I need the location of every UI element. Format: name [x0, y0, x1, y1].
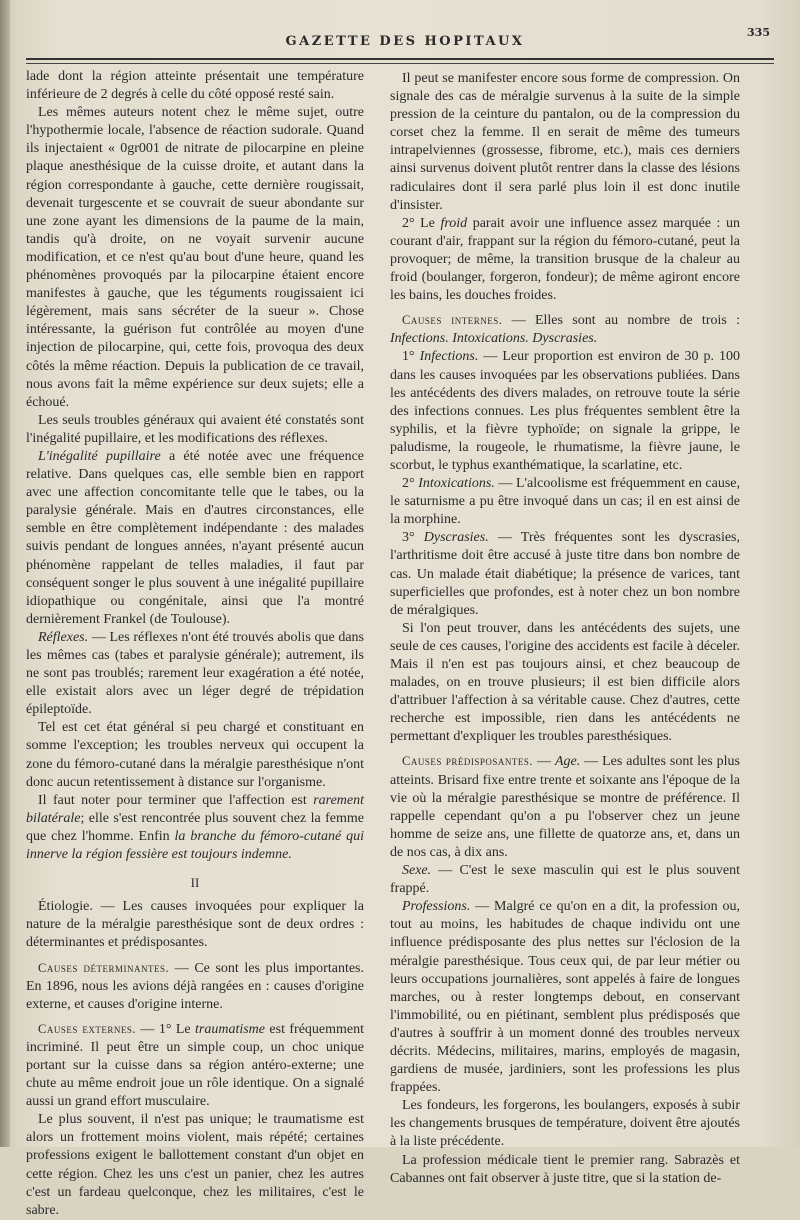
text-run: Le plus souvent, il n'est pas unique; le traumatisme est alors un frottement moins violent, mais répété; certaines professions exigent le ballottement constant d'un objet en cette région. Chez les uns c'est un panier, chez les autres c'est un fardeau quelconque, chez les militaires, c'est le sabre.	[26, 1112, 364, 1218]
paragraph	[26, 898, 364, 952]
text-run: — Très fréquentes sont les dyscrasies, l'arthritisme doit être accusé à juste titre dans bon nombre de cas. Un malade était diabétique; la présence de varices, tant superficielles que profondes, est à noter chez un bon nombre de méralgiques.	[390, 530, 740, 618]
paragraph	[26, 68, 364, 104]
text-run: Il faut noter pour terminer que l'affection est	[38, 792, 314, 808]
text-run: La profession médicale tient le premier rang. Sabrazès et Cabannes ont fait observer à juste titre, que si la station de-	[390, 1152, 740, 1186]
paragraph-heading: Causes prédisposantes.	[402, 754, 534, 769]
text-run: — Malgré ce qu'on en a dit, la profession ou, tout au moins, les habitudes de chaque individu ont une influence prédisposante des plus nettes sur l'éclosion de la méralgie paresthésique. Tous ceux qui, de par leur métier ou leurs occupations journalières, sont appelés à faire de longues marches, ou à rester longtemps debout, en conservant l'immobilité, ou en piétinant, semblent plus prédisposés que d'autres à souffrir à un moment donné des troubles nerveux décrits. Médecins, militaires, marins, employés de magasin, gardiens de musée, jardiniers, sont les professions les plus frappées.	[390, 899, 740, 1096]
journal-title: GAZETTE DES HOPITAUX	[285, 34, 525, 49]
italic-run: Age.	[554, 754, 581, 770]
paragraph	[26, 1020, 364, 1111]
paragraph	[26, 1111, 364, 1220]
text-run: — L'alcoolisme est fréquemment en cause, le saturnisme a pu être invoqué dans un cas; il en est ainsi de la morphine.	[390, 476, 740, 528]
text-run: Tel est cet état général si peu chargé et constituant en somme l'exception; les troubles nerveux qui occupent la zone du fémoro-cutané dans la méralgie paresthésique n'ont donc aucun retentissement à distance sur l'organisme.	[26, 720, 364, 790]
text-run: — Les adultes sont les plus atteints. Brisard fixe entre trente et soixante ans l'époque de la vie où la méralgie paresthésique se montre de préférence. Il rappelle cependant qu'on a pu l'observer chez un jeune homme de seize ans, une fillette de quatorze ans, et, dans un de nos cas, à dix ans.	[390, 754, 740, 860]
paragraph	[390, 752, 740, 862]
text-run: Les fondeurs, les forgerons, les boulangers, exposés à subir les changements brusques de température, doivent être ajoutés à la liste précédente.	[390, 1098, 740, 1150]
italic-run: Dyscrasies.	[423, 530, 489, 546]
text-run: ; elle s'est rencontrée plus souvent chez la femme que chez l'homme. Enfin	[26, 810, 364, 844]
right-column	[390, 70, 741, 1186]
paragraph	[390, 475, 740, 529]
section-heading: II	[190, 875, 200, 891]
text-run: Si l'on peut trouver, dans les antécédents des sujets, une seule de ces causes, l'origine des accidents est facile à déceler. Mais il n'en est pas toujours ainsi, et chez beaucoup de malades, on en trouve plusieurs; il est bien difficile alors d'attribuer l'affection à sa véritable cause. Chez d'autres, cette recherche est impossible, rien dans les antécédents ne permettant d'expliquer les troubles paresthésiques.	[390, 620, 740, 745]
paragraph	[26, 629, 364, 719]
text-run: —	[533, 754, 555, 770]
paragraph-heading: L'inégalité pupillaire	[38, 448, 161, 464]
paragraph	[390, 862, 740, 898]
text-run: Étiologie. — Les causes invoquées pour expliquer la nature de la méralgie paresthésique sont de deux ordres : déterminantes et prédisposantes.	[26, 899, 364, 951]
paragraph-heading: Réflexes.	[38, 629, 89, 645]
text-run: Il peut se manifester encore sous forme de compression. On signale des cas de méralgie survenus à la suite de la simple pression de la ceinture du pantalon, ou de la compression du corset chez la femme. Il en serait de même des tumeurs intrapelviennes (grossesse, fibrome, etc.), mais ces derniers ainsi survenus doivent plutôt rentrer dans la classe des lésions radiculaires dont il sera parlé plus loin il est donc inutile d'insister.	[390, 71, 740, 213]
paragraph	[390, 1152, 740, 1188]
paragraph	[390, 215, 740, 305]
text-run: Les seuls troubles généraux qui avaient été constatés sont l'inégalité pupillaire, et les modifications des réflexes.	[26, 412, 364, 446]
paragraph	[26, 792, 364, 864]
paragraph-heading: Professions.	[402, 899, 471, 915]
text-run: — Elles sont au nombre de trois :	[502, 313, 740, 329]
binding-gutter	[0, 0, 10, 1147]
paragraph	[26, 104, 364, 412]
paragraph-heading: Causes déterminantes.	[38, 960, 170, 975]
italic-run: Infections.	[419, 349, 479, 365]
text-run: — Ce sont les plus importantes. En 1896, nous les avions déjà rangées en : causes d'origine externe, et causes d'origine interne.	[26, 960, 364, 1012]
text-run: — 1° Le	[136, 1021, 195, 1037]
text-run: 2° Le	[402, 215, 441, 231]
paragraph	[390, 620, 740, 747]
paragraph	[390, 529, 740, 619]
header-rule-thick	[26, 58, 774, 60]
paragraph-heading: Causes internes.	[402, 313, 503, 328]
page-header	[30, 26, 780, 56]
text-run: a été notée avec une fréquence relative. Dans quelques cas, elle semble bien en rapport avec une affection concomitante telle que le tabes, ou la paralysie générale. Mais en d'autres circonstances, elle semble en être complètement indépendante : des malades suivis pendant de longues années, n'ayant présenté aucun phénomène rappelant de telles maladies, il faut par conséquent songer le plus souvent à une inégalité pupillaire idiopathique ou congénitale, ainsi que l'a montré dernièrement Frankel (de Toulouse).	[26, 448, 364, 627]
paragraph	[390, 311, 740, 348]
text-run: — C'est le sexe masculin qui est le plus souvent frappé.	[390, 863, 740, 897]
paragraph-heading: Sexe.	[402, 863, 432, 879]
left-column	[26, 68, 364, 1218]
paragraph	[26, 719, 364, 791]
italic-run: traumatisme	[195, 1021, 265, 1037]
text-run: — Leur proportion est environ de 30 p. 100 dans les causes invoquées par les observations publiées. Dans les antécédents des divers malades, on retrouve toute la série des infections connues. Les plus fréquentes semblent être la syphilis, et la fièvre typhoïde; on signale la grippe, le paludisme, la rougeole, le rhumatisme, la fièvre jaune, le scorbut, le typhus exanthématique, la scarlatine, etc.	[390, 349, 741, 473]
text-run: 2°	[402, 476, 419, 492]
text-run: est fréquemment incriminé. Il peut être un simple coup, un choc unique portant sur la cuisse dans sa région antéro-externe; une chute au même endroit joue un rôle identique. On a signalé aussi un grand effort musculaire.	[26, 1021, 364, 1110]
paragraph	[390, 70, 740, 215]
paragraph	[26, 959, 364, 1014]
text-run: — Les réflexes n'ont été trouvés abolis que dans les mêmes cas (tabes et paralysie générale); autrement, ils ne sont pas troublés; rarement leur exagération a été notée, elle existait alors avec un léger degré de trépidation épileptoïde.	[26, 629, 364, 718]
italic-run: Intoxications.	[418, 476, 495, 492]
paragraph-heading: Causes externes.	[38, 1021, 136, 1036]
text-run: parait avoir une influence assez marquée : un courant d'air, frappant sur la région du fémoro-cutané, peut la provoquer; de même, la transition brusque de la chaleur au froid (boulanger, forgeron, fondeur); de même agiront encore les bains, les douches froides.	[390, 215, 740, 304]
header-rule-thin	[26, 63, 774, 64]
paragraph	[26, 448, 364, 629]
paragraph	[390, 348, 740, 475]
italic-run: Infections. Intoxications. Dyscrasies.	[390, 331, 598, 347]
page-number: 335	[747, 26, 770, 39]
italic-run: la branche du fémoro-cutané qui innerve la région fessière est toujours indemne.	[26, 828, 364, 863]
italic-run: froid	[440, 215, 468, 231]
text-run: Les mêmes auteurs notent chez le même sujet, outre l'hypothermie locale, l'absence de réaction sudorale. Quand ils injectaient « 0gr001 de nitrate de pilocarpine en pleine plaque anesthésique de la cuisse droite, et autant dans la région correspondante à gauche, cette dernière rougissait, devenait turgescente et se couvrait de sueur abondante sur une zone ayant les dimensions de la paume de la main, tandis qu'à droite, on ne voyait survenir aucune modification, et ce n'est qu'au bout d'une heure, quand les phénomènes provoqués par la pilocarpine étaient encore manifestes à gauche, que les téguments rougissaient ici légèrement, mais sans sécréter de la sueur ». Chose intéressante, la guérison fut contrôlée au moyen d'une injection de pilocarpine, qui, cette fois, provoqua des deux côtés la même réaction. Depuis la publication de ce travail, nous avons fait la même expérience sur deux sujets; elle a échoué.	[26, 105, 364, 410]
text-run: lade dont la région atteinte présentait une température inférieure de 2 degrés à celle du côté opposé resté sain.	[26, 69, 364, 103]
text-run: 3°	[402, 530, 424, 546]
text-run: 1°	[402, 349, 420, 365]
paragraph	[390, 898, 740, 1097]
italic-run: rarement bilatérale	[26, 792, 364, 826]
paragraph	[26, 412, 364, 448]
paragraph	[390, 1097, 740, 1151]
